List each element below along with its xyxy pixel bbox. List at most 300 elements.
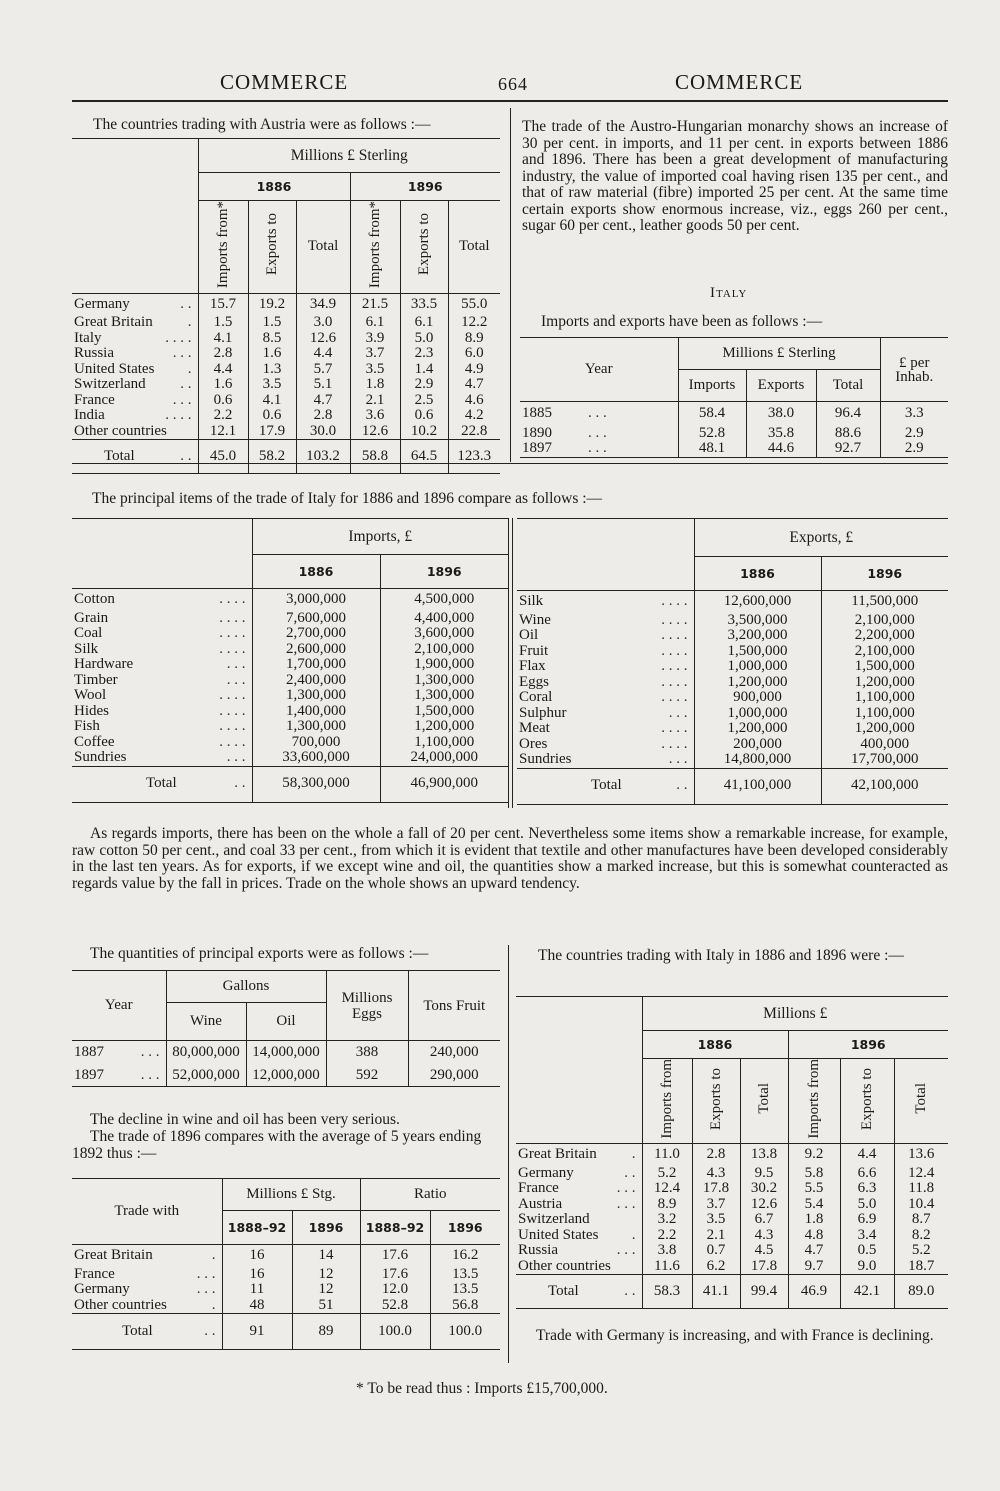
export-item-row bbox=[517, 613, 948, 629]
table-cell: 11.0 bbox=[654, 1146, 680, 1163]
ratio-year-3: 1888–92 bbox=[360, 1211, 430, 1245]
exports-items-table bbox=[517, 518, 948, 805]
row-label-text: Silk bbox=[74, 640, 99, 657]
row-label-text: Eggs bbox=[519, 673, 549, 690]
italy-col-year: Year bbox=[520, 338, 678, 402]
row-label-text: Sundries bbox=[519, 751, 572, 767]
table-cell: 4.2 bbox=[448, 408, 500, 424]
table-cell: 3.5 bbox=[692, 1212, 740, 1228]
table-cell: 3.5 bbox=[248, 377, 296, 393]
table-cell: 56.8 bbox=[430, 1298, 500, 1314]
leader-dots: . . . . bbox=[165, 407, 192, 424]
row-label-text: France bbox=[74, 1265, 115, 1282]
leader-dots: . . . bbox=[226, 656, 246, 672]
leader-dots: . . bbox=[624, 1282, 636, 1299]
row-label bbox=[516, 1166, 642, 1182]
table-cell: 592 bbox=[326, 1065, 408, 1087]
italy-col-total: Total bbox=[816, 370, 880, 402]
austria-col-imports: Imports from* bbox=[215, 201, 231, 289]
table-cell: 1.6 bbox=[248, 346, 296, 362]
row-label-text: Great Britain bbox=[518, 1146, 597, 1163]
leader-dots: . . . . bbox=[219, 609, 246, 626]
table-cell: 88.6 bbox=[816, 426, 880, 442]
leader-dots: . bbox=[631, 1146, 636, 1163]
table-cell: 17,700,000 bbox=[821, 752, 948, 768]
quantities-col-year: Year bbox=[72, 971, 166, 1041]
table-cell: 290,000 bbox=[408, 1065, 500, 1087]
table-cell: 1.6 bbox=[213, 376, 233, 393]
import-item-row bbox=[72, 719, 508, 735]
import-item-row bbox=[72, 704, 508, 720]
leader-dots: . . . . bbox=[661, 673, 688, 690]
exports-label: Exports, £ bbox=[694, 519, 948, 557]
row-label bbox=[72, 704, 252, 720]
table-cell: 1,100,000 bbox=[821, 706, 948, 722]
italy-countries-unit: Millions £ bbox=[642, 997, 948, 1031]
exports-year-1896: 1896 bbox=[821, 557, 948, 591]
austria-row bbox=[72, 393, 500, 409]
row-label-text: Russia bbox=[518, 1242, 559, 1259]
table-cell: 17.8 bbox=[692, 1181, 740, 1197]
table-cell: 17.6 bbox=[360, 1245, 430, 1267]
row-label bbox=[72, 766, 252, 802]
table-cell: 1,200,000 bbox=[727, 720, 788, 736]
table-cell: 12.1 bbox=[209, 422, 237, 439]
austria-row bbox=[72, 315, 500, 331]
leader-dots: . . . . bbox=[219, 591, 246, 607]
table-cell: 4.7 bbox=[448, 377, 500, 393]
table-cell: 1,900,000 bbox=[380, 657, 508, 673]
austria-unit: Millions £ Sterling bbox=[198, 139, 500, 173]
year-text: 1897 bbox=[522, 440, 552, 456]
row-label-text: Wine bbox=[519, 611, 551, 628]
table-cell: 1,500,000 bbox=[380, 704, 508, 720]
ratio-total bbox=[72, 1314, 500, 1350]
ratio-table bbox=[72, 1178, 500, 1350]
table-cell: 2,700,000 bbox=[286, 625, 346, 641]
row-label bbox=[72, 377, 198, 393]
row-label-text: Other countries bbox=[74, 422, 167, 439]
italy-unit: Millions £ Sterling bbox=[678, 338, 880, 370]
total-cell: 42.1 bbox=[840, 1275, 894, 1309]
leader-dots: . . bbox=[676, 777, 688, 794]
table-cell: 2.2 bbox=[213, 407, 233, 424]
leader-dots: . bbox=[187, 314, 192, 331]
table-cell: 1,200,000 bbox=[821, 721, 948, 737]
table-cell: 12,000,000 bbox=[246, 1065, 326, 1087]
row-label-text: Great Britain bbox=[74, 1247, 153, 1263]
table-cell: 6.1 bbox=[350, 315, 400, 331]
austria-row bbox=[72, 424, 500, 440]
table-cell: 1,200,000 bbox=[727, 673, 788, 690]
ratio-row bbox=[72, 1298, 500, 1314]
row-label bbox=[517, 737, 694, 753]
table-cell: 2.9 bbox=[880, 426, 948, 442]
row-label bbox=[517, 591, 694, 613]
row-label-text: Meat bbox=[519, 720, 550, 736]
table-cell: 13.6 bbox=[894, 1144, 948, 1166]
table-cell: 7,600,000 bbox=[286, 609, 346, 626]
row-label-text: Other countries bbox=[518, 1257, 611, 1274]
table-cell: 22.8 bbox=[448, 424, 500, 440]
table-cell: 48 bbox=[249, 1296, 265, 1313]
table-cell: 5.2 bbox=[894, 1243, 948, 1259]
table-cell: 35.8 bbox=[746, 426, 816, 442]
table-cell: 13.8 bbox=[740, 1144, 788, 1166]
total-cell: 89.0 bbox=[894, 1275, 948, 1309]
total-cell: 58.3 bbox=[642, 1275, 692, 1309]
table-cell: 55.0 bbox=[448, 293, 500, 315]
row-label-text: Russia bbox=[74, 345, 115, 362]
year-cell bbox=[520, 402, 678, 426]
table-cell: 388 bbox=[326, 1041, 408, 1065]
row-label-text: Timber bbox=[74, 671, 118, 688]
table-cell: 6.7 bbox=[740, 1212, 788, 1228]
export-item-row bbox=[517, 591, 948, 613]
row-label-text: Coral bbox=[519, 689, 553, 705]
table-cell: 1,500,000 bbox=[727, 642, 788, 659]
leader-dots: . . . . bbox=[219, 702, 246, 719]
total-cell: 41,100,000 bbox=[694, 768, 821, 804]
row-label bbox=[516, 1275, 642, 1309]
total-cell: 58.2 bbox=[248, 440, 296, 474]
table-cell: 2.5 bbox=[400, 393, 448, 409]
row-label-text: Cotton bbox=[74, 591, 115, 607]
column-divider-bottom bbox=[508, 945, 509, 1363]
export-item-row bbox=[517, 706, 948, 722]
row-label bbox=[517, 768, 694, 804]
row-label-text: Grain bbox=[74, 609, 109, 626]
total-cell: 41.1 bbox=[692, 1275, 740, 1309]
quantities-col-oil: Oil bbox=[246, 1003, 326, 1041]
table-cell: 2.9 bbox=[880, 441, 948, 457]
table-cell: 1,300,000 bbox=[286, 718, 346, 734]
table-cell: 4.5 bbox=[740, 1243, 788, 1259]
row-label bbox=[72, 1267, 222, 1283]
table-cell: 51 bbox=[292, 1298, 360, 1314]
leader-dots: . . . bbox=[668, 704, 688, 721]
table-cell: 400,000 bbox=[821, 737, 948, 753]
import-item-row bbox=[72, 589, 508, 611]
ratio-row bbox=[72, 1282, 500, 1298]
export-item-row bbox=[517, 675, 948, 691]
row-label-text: Total bbox=[591, 777, 622, 794]
leader-dots: . . . . bbox=[219, 625, 246, 641]
imports-regards-paragraph: As regards imports, there has been on the whole a fall of 20 per cent. Nevertheless some items show a remarkable increase, for example, raw cotton 50 per cent., and coal 33 per cent., from which it is evident that textile and other manufactures have been developed considerably in the last ten years. As for exports, if we except wine and oil, the quantities show a marked increase, but this is somewhat counteracted as regards value by the fall in prices. Trade on the whole shows an upward tendency. bbox=[72, 825, 948, 892]
quantities-row bbox=[72, 1041, 500, 1065]
row-label bbox=[516, 1243, 642, 1259]
quantities-intro: The quantities of principal exports were as follows :— bbox=[90, 945, 429, 962]
table-cell: 17.8 bbox=[740, 1259, 788, 1275]
ratio-year-1: 1888–92 bbox=[222, 1211, 292, 1245]
row-label bbox=[517, 628, 694, 644]
row-label bbox=[72, 1065, 166, 1087]
table-cell: 11 bbox=[249, 1281, 265, 1297]
row-label bbox=[72, 626, 252, 642]
table-cell: 6.2 bbox=[692, 1259, 740, 1275]
table-cell: 200,000 bbox=[733, 735, 782, 752]
table-cell: 0.6 bbox=[213, 391, 233, 408]
leader-dots: . . . . bbox=[661, 735, 688, 752]
leader-dots: . . . bbox=[226, 671, 246, 688]
table-cell: 5.8 bbox=[788, 1166, 840, 1182]
table-cell: 2,400,000 bbox=[286, 671, 346, 688]
table-cell: 19.2 bbox=[248, 293, 296, 315]
table-cell: 17.9 bbox=[248, 424, 296, 440]
table-cell: 38.0 bbox=[746, 402, 816, 426]
row-label bbox=[72, 1298, 222, 1314]
austria-year-1896: 1896 bbox=[350, 173, 500, 201]
row-label bbox=[516, 1212, 642, 1228]
row-label bbox=[72, 393, 198, 409]
table-cell: 4.8 bbox=[788, 1228, 840, 1244]
row-label-text: Oil bbox=[519, 627, 539, 643]
table-cell: 30.0 bbox=[296, 424, 350, 440]
table-cell: 11.6 bbox=[654, 1257, 680, 1274]
row-label bbox=[72, 611, 252, 627]
row-label bbox=[517, 613, 694, 629]
italy-country-row bbox=[516, 1197, 948, 1213]
table-cell: 12.6 bbox=[296, 331, 350, 347]
items-intro: The principal items of the trade of Italy for 1886 and 1896 compare as follows :— bbox=[92, 490, 603, 507]
table-cell: 4.4 bbox=[213, 360, 233, 377]
table-cell: 4.6 bbox=[448, 393, 500, 409]
table-cell: 1,400,000 bbox=[286, 702, 346, 719]
row-label bbox=[72, 1245, 222, 1267]
leader-dots: . . bbox=[234, 775, 246, 792]
table-cell: 12 bbox=[292, 1282, 360, 1298]
table-cell: 33.5 bbox=[400, 293, 448, 315]
austria-row bbox=[72, 293, 500, 315]
import-item-row bbox=[72, 642, 508, 658]
row-label bbox=[72, 657, 252, 673]
export-item-total bbox=[517, 768, 948, 804]
table-cell: 9.7 bbox=[788, 1259, 840, 1275]
table-cell: 1.8 bbox=[350, 377, 400, 393]
italy-intro: Imports and exports have been as follows :— bbox=[541, 313, 823, 330]
row-label bbox=[72, 315, 198, 331]
row-label-text: Sundries bbox=[74, 749, 127, 765]
italy-country-row bbox=[516, 1243, 948, 1259]
austria-row bbox=[72, 408, 500, 424]
table-cell: 6.0 bbox=[448, 346, 500, 362]
row-label bbox=[517, 721, 694, 737]
leader-dots: . . . bbox=[172, 345, 192, 362]
table-cell: 0.7 bbox=[692, 1243, 740, 1259]
table-cell: 4.4 bbox=[840, 1144, 894, 1166]
table-cell: 1.5 bbox=[213, 314, 233, 331]
austria-row bbox=[72, 346, 500, 362]
table-cell: 1,000,000 bbox=[727, 704, 788, 721]
table-cell: 80,000,000 bbox=[172, 1044, 240, 1060]
austria-intro: The countries trading with Austria were as follows :— bbox=[93, 116, 431, 133]
import-item-row bbox=[72, 611, 508, 627]
ratio-year-2: 1896 bbox=[292, 1211, 360, 1245]
row-label-text: Switzerland bbox=[74, 376, 146, 393]
table-cell: 6.6 bbox=[840, 1166, 894, 1182]
table-cell: 0.6 bbox=[400, 408, 448, 424]
italy-countries-intro: The countries trading with Italy in 1886 and 1896 were :— bbox=[538, 947, 904, 964]
quantities-col-fruit: Tons Fruit bbox=[408, 971, 500, 1041]
table-cell: 3.0 bbox=[296, 315, 350, 331]
total-cell: 91 bbox=[222, 1314, 292, 1350]
quantities-gallons: Gallons bbox=[166, 971, 326, 1003]
leader-dots: . . . . bbox=[165, 329, 192, 346]
leader-dots: . . . bbox=[172, 391, 192, 408]
row-label-text: Germany bbox=[74, 1281, 130, 1297]
table-cell: 3,000,000 bbox=[286, 591, 346, 607]
table-cell: 900,000 bbox=[733, 689, 782, 705]
total-cell: 100.0 bbox=[360, 1314, 430, 1350]
exports-year-1886: 1886 bbox=[694, 557, 821, 591]
table-cell: 52.8 bbox=[698, 424, 726, 441]
italy-countries-table bbox=[516, 996, 948, 1309]
table-cell: 4.9 bbox=[448, 362, 500, 378]
table-cell: 8.2 bbox=[894, 1228, 948, 1244]
table-cell: 3.3 bbox=[880, 402, 948, 426]
leader-dots: . . . . bbox=[219, 718, 246, 734]
table-cell: 1.3 bbox=[248, 362, 296, 378]
ratio-year-4: 1896 bbox=[430, 1211, 500, 1245]
row-label bbox=[517, 675, 694, 691]
table-cell: 12.2 bbox=[448, 315, 500, 331]
table-cell: 0.6 bbox=[248, 408, 296, 424]
leader-dots: . . . . bbox=[661, 720, 688, 736]
row-label-text: Germany bbox=[74, 295, 130, 312]
row-label bbox=[72, 293, 198, 315]
table-cell: 6.3 bbox=[840, 1181, 894, 1197]
table-cell: 5.0 bbox=[400, 331, 448, 347]
table-cell: 1,100,000 bbox=[380, 735, 508, 751]
italy-country-row bbox=[516, 1166, 948, 1182]
row-label-text: Fruit bbox=[519, 642, 549, 659]
austro-hungarian-paragraph: The trade of the Austro-Hungarian monarchy shows an increase of 30 per cent. in imports, and 11 per cent. in exports between 1886 and 1896. There has been a great development of manufacturing industry, the value of imported coal having risen 135 per cent., and that of raw material (fibre) imported 25 per cent. At the same time certain exports show enormous increase, viz., eggs 260 per cent., sugar 60 per cent., leather goods 50 per cent. bbox=[522, 118, 948, 234]
row-label bbox=[517, 752, 694, 768]
row-label-text: Great Britain bbox=[74, 314, 153, 331]
table-cell: 15.7 bbox=[209, 295, 237, 312]
row-label-text: Germany bbox=[518, 1164, 574, 1181]
table-cell: 1,500,000 bbox=[821, 659, 948, 675]
section-rule-1 bbox=[72, 463, 948, 464]
leader-dots: . . . bbox=[616, 1242, 636, 1259]
italy-country-row bbox=[516, 1144, 948, 1166]
row-label bbox=[72, 346, 198, 362]
table-cell: 2.9 bbox=[400, 377, 448, 393]
table-cell: 34.9 bbox=[296, 293, 350, 315]
running-head-right: COMMERCE bbox=[675, 70, 804, 94]
italy-countries-year-1896: 1896 bbox=[788, 1031, 948, 1059]
table-cell: 4,400,000 bbox=[380, 611, 508, 627]
imports-year-1896: 1896 bbox=[380, 555, 508, 589]
table-cell: 4.7 bbox=[296, 393, 350, 409]
total-cell: 45.0 bbox=[198, 440, 248, 474]
footnote: * To be read thus : Imports £15,700,000. bbox=[356, 1380, 608, 1397]
row-label bbox=[516, 1181, 642, 1197]
table-cell: 52,000,000 bbox=[166, 1065, 246, 1087]
export-item-row bbox=[517, 659, 948, 675]
table-cell: 5.4 bbox=[788, 1197, 840, 1213]
row-label-text: France bbox=[518, 1180, 559, 1197]
italy-country-row bbox=[516, 1259, 948, 1275]
leader-dots: . . bbox=[180, 295, 192, 312]
table-cell: 2.8 bbox=[296, 408, 350, 424]
table-cell: 16.2 bbox=[430, 1245, 500, 1267]
row-label-text: Coffee bbox=[74, 733, 115, 750]
table-cell: 4.7 bbox=[788, 1243, 840, 1259]
ic-col-imports-96: Imports from bbox=[806, 1059, 822, 1139]
row-label-text: Austria bbox=[518, 1195, 563, 1212]
ic-col-total: Total bbox=[756, 1083, 772, 1115]
table-cell: 12.6 bbox=[740, 1197, 788, 1213]
table-cell: 10.2 bbox=[400, 424, 448, 440]
table-cell: 11,500,000 bbox=[821, 591, 948, 613]
table-cell: 0.5 bbox=[840, 1243, 894, 1259]
running-head-left: COMMERCE bbox=[220, 70, 349, 94]
row-label-text: Total bbox=[146, 775, 177, 792]
row-label-text: Silk bbox=[519, 593, 544, 609]
table-cell: 8.9 bbox=[448, 331, 500, 347]
italy-col-per-inhab: £ per Inhab. bbox=[880, 338, 948, 402]
table-cell: 9.0 bbox=[840, 1259, 894, 1275]
row-label-text: Total bbox=[104, 447, 135, 464]
total-cell: 123.3 bbox=[448, 440, 500, 474]
table-cell: 700,000 bbox=[291, 733, 341, 750]
table-cell: 2.3 bbox=[400, 346, 448, 362]
row-label bbox=[72, 1282, 222, 1298]
table-cell: 14 bbox=[292, 1245, 360, 1267]
table-cell: 4,500,000 bbox=[380, 589, 508, 611]
table-cell: 58.4 bbox=[698, 405, 726, 421]
row-label-text: France bbox=[74, 391, 115, 408]
row-label-text: Other countries bbox=[74, 1296, 167, 1313]
export-item-row bbox=[517, 690, 948, 706]
row-label-text: Flax bbox=[519, 658, 546, 674]
leader-dots: . . . . bbox=[219, 687, 246, 703]
table-cell: 2,100,000 bbox=[821, 644, 948, 660]
import-item-row bbox=[72, 673, 508, 689]
table-cell: 1.8 bbox=[788, 1212, 840, 1228]
row-label bbox=[517, 659, 694, 675]
table-cell: 18.7 bbox=[894, 1259, 948, 1275]
table-cell: 3.6 bbox=[350, 408, 400, 424]
table-cell: 2,100,000 bbox=[380, 642, 508, 658]
leader-dots: . . . bbox=[588, 424, 607, 441]
table-cell: 12.6 bbox=[350, 424, 400, 440]
ratio-col-trade: Trade with bbox=[72, 1179, 222, 1245]
leader-dots: . . bbox=[204, 1322, 216, 1339]
row-label-text: Total bbox=[122, 1322, 153, 1339]
leader-dots: . . . bbox=[196, 1265, 216, 1282]
table-cell: 3,600,000 bbox=[380, 626, 508, 642]
italy-country-row-total bbox=[516, 1275, 948, 1309]
table-cell: 9.2 bbox=[788, 1144, 840, 1166]
row-label-text: Total bbox=[548, 1282, 579, 1299]
table-cell: 4.4 bbox=[296, 346, 350, 362]
export-item-row bbox=[517, 628, 948, 644]
ic-col-imports: Imports from bbox=[659, 1059, 675, 1139]
leader-dots: . . . . bbox=[219, 733, 246, 750]
row-label-text: United States bbox=[74, 360, 155, 377]
table-cell: 13.5 bbox=[430, 1267, 500, 1283]
table-cell: 2.8 bbox=[692, 1144, 740, 1166]
imports-year-1886: 1886 bbox=[252, 555, 380, 589]
compare-text: The trade of 1896 compares with the average of 5 years ending 1892 thus :— bbox=[72, 1128, 482, 1162]
leader-dots: . bbox=[631, 1226, 636, 1243]
table-cell: 14,000,000 bbox=[246, 1041, 326, 1065]
leader-dots: . . . bbox=[140, 1044, 160, 1060]
row-label bbox=[72, 589, 252, 611]
column-divider-top bbox=[510, 108, 511, 462]
